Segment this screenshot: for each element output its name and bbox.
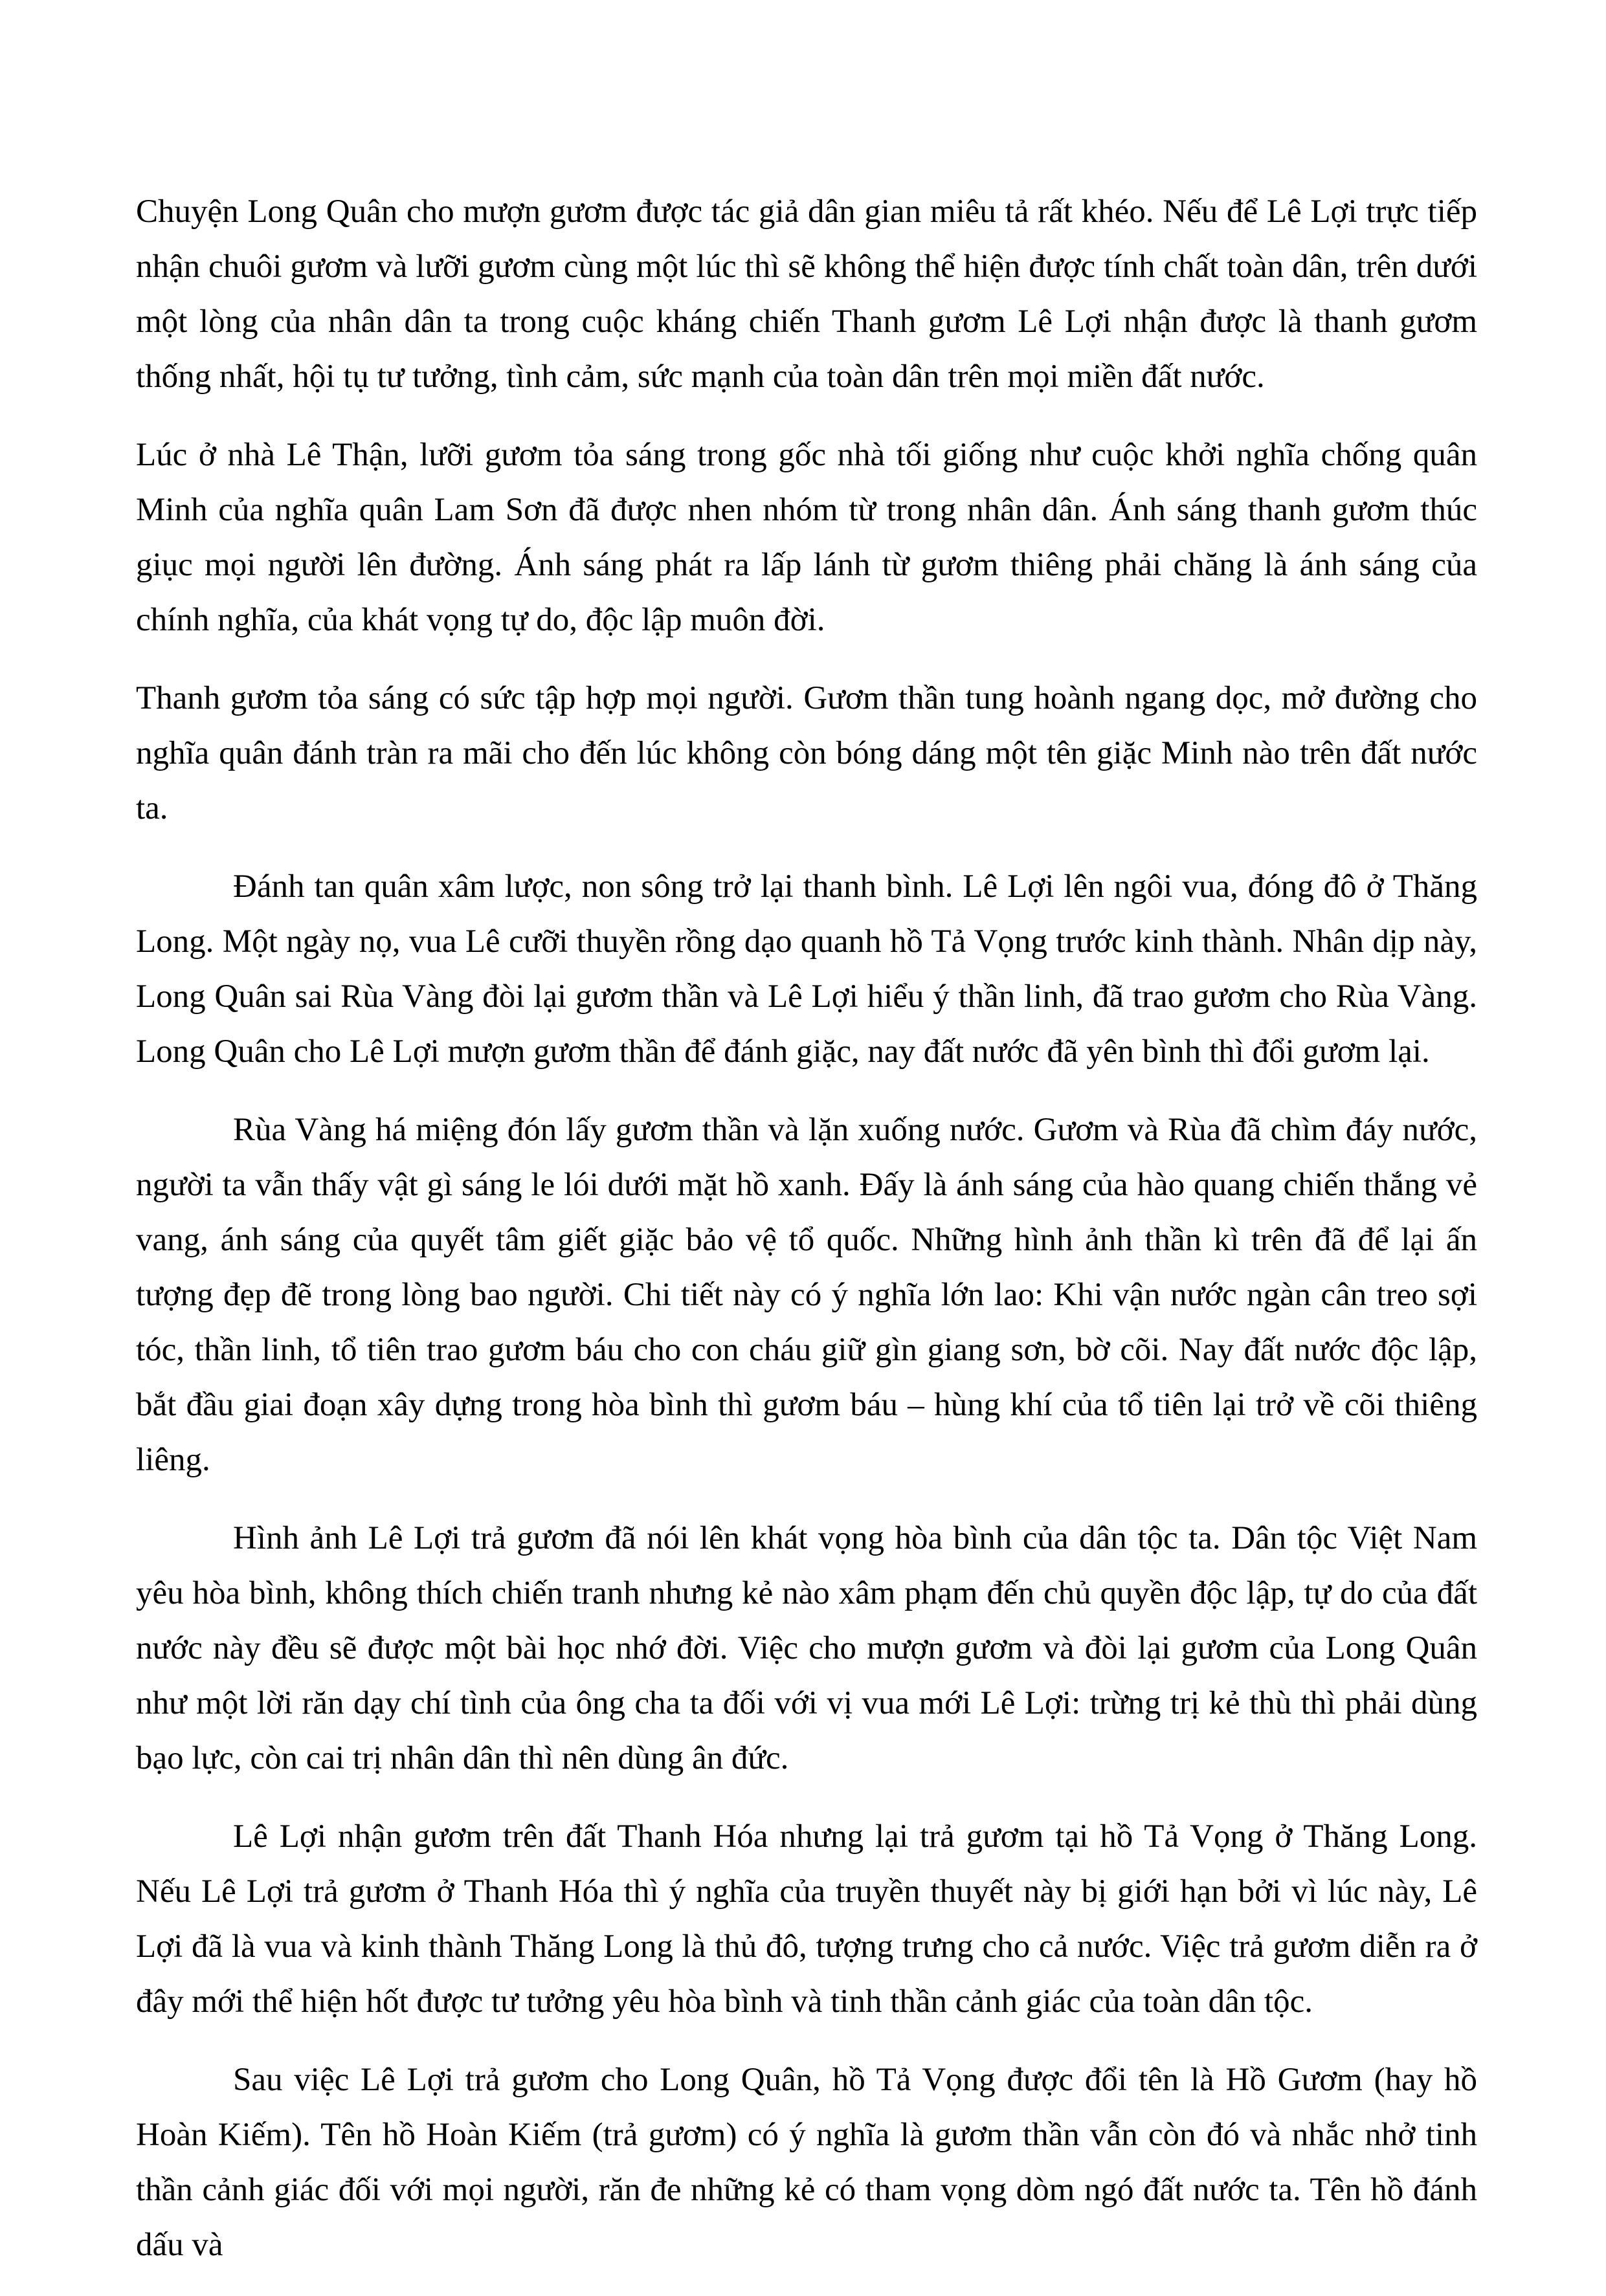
paragraph: Lúc ở nhà Lê Thận, lưỡi gươm tỏa sáng trong gốc nhà tối giống như cuộc khởi nghĩa chống quân Minh của nghĩa quân Lam Sơn đã được nhen nhóm từ trong nhân dân. Ánh sáng thanh gươm thúc giục mọi người lên đường. Ánh sáng phát ra lấp lánh từ gươm thiêng phải chăng là ánh sáng của chính nghĩa, của khát vọng tự do, độc lập muôn đời.: [136, 437, 1477, 638]
paragraph: Rùa Vàng há miệng đón lấy gươm thần và lặn xuống nước. Gươm và Rùa đã chìm đáy nước, người ta vẫn thấy vật gì sáng le lói dưới mặt hồ xanh. Đấy là ánh sáng của hào quang chiến thắng vẻ vang, ánh sáng của quyết tâm giết giặc bảo vệ tổ quốc. Những hình ảnh thần kì trên đã để lại ấn tượng đẹp đẽ trong lòng bao người. Chi tiết này có ý nghĩa lớn lao: Khi vận nước ngàn cân treo sợi tóc, thần linh, tổ tiên trao gươm báu cho con cháu giữ gìn giang sơn, bờ cõi. Nay đất nước độc lập, bắt đầu giai đoạn xây dựng trong hòa bình thì gươm báu – hùng khí của tổ tiên lại trở về cõi thiêng liêng.: [136, 1112, 1477, 1478]
paragraph: Đánh tan quân xâm lược, non sông trở lại thanh bình. Lê Lợi lên ngôi vua, đóng đô ở Thăng Long. Một ngày nọ, vua Lê cưỡi thuyền rồng dạo quanh hồ Tả Vọng trước kinh thành. Nhân dịp này, Long Quân sai Rùa Vàng đòi lại gươm thần và Lê Lợi hiểu ý thần linh, đã trao gươm cho Rùa Vàng. Long Quân cho Lê Lợi mượn gươm thần để đánh giặc, nay đất nước đã yên bình thì đổi gươm lại.: [136, 868, 1477, 1070]
paragraph: Thanh gươm tỏa sáng có sức tập hợp mọi người. Gươm thần tung hoành ngang dọc, mở đường cho nghĩa quân đánh tràn ra mãi cho đến lúc không còn bóng dáng một tên giặc Minh nào trên đất nước ta.: [136, 680, 1477, 826]
paragraph: Hình ảnh Lê Lợi trả gươm đã nói lên khát vọng hòa bình của dân tộc ta. Dân tộc Việt Nam yêu hòa bình, không thích chiến tranh nhưng kẻ nào xâm phạm đến chủ quyền độc lập, tự do của đất nước này đều sẽ được một bài học nhớ đời. Việc cho mượn gươm và đòi lại gươm của Long Quân như một lời răn dạy chí tình của ông cha ta đối với vị vua mới Lê Lợi: trừng trị kẻ thù thì phải dùng bạo lực, còn cai trị nhân dân thì nên dùng ân đức.: [136, 1520, 1477, 1776]
text-body: [136, 184, 1477, 2296]
paragraph: Sau việc Lê Lợi trả gươm cho Long Quân, hồ Tả Vọng được đổi tên là Hồ Gươm (hay hồ Hoàn Kiếm). Tên hồ Hoàn Kiếm (trả gươm) có ý nghĩa là gươm thần vẫn còn đó và nhắc nhở tinh thần cảnh giác đối với mọi người, răn đe những kẻ có tham vọng dòm ngó đất nước ta. Tên hồ đánh dấu và: [136, 2062, 1477, 2263]
paragraph: Chuyện Long Quân cho mượn gươm được tác giả dân gian miêu tả rất khéo. Nếu để Lê Lợi trực tiếp nhận chuôi gươm và lưỡi gươm cùng một lúc thì sẽ không thể hiện được tính chất toàn dân, trên dưới một lòng của nhân dân ta trong cuộc kháng chiến Thanh gươm Lê Lợi nhận được là thanh gươm thống nhất, hội tụ tư tưởng, tình cảm, sức mạnh của toàn dân trên mọi miền đất nước.: [136, 193, 1477, 395]
paragraph: Lê Lợi nhận gươm trên đất Thanh Hóa nhưng lại trả gươm tại hồ Tả Vọng ở Thăng Long. Nếu Lê Lợi trả gươm ở Thanh Hóa thì ý nghĩa của truyền thuyết này bị giới hạn bởi vì lúc này, Lê Lợi đã là vua và kinh thành Thăng Long là thủ đô, tượng trưng cho cả nước. Việc trả gươm diễn ra ở đây mới thể hiện hốt được tư tưởng yêu hòa bình và tinh thần cảnh giác của toàn dân tộc.: [136, 1818, 1477, 2020]
